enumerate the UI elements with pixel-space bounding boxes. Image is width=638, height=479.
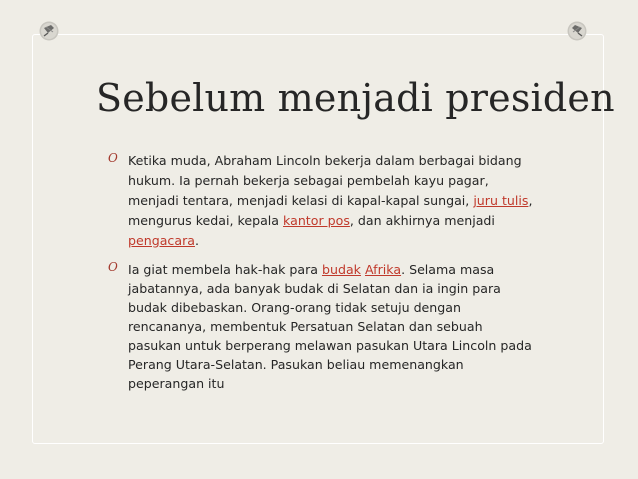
bullet-marker: O [108,151,118,165]
bullet-item [108,259,538,392]
bullet-text [128,262,532,391]
text-segment: , mengurus kedai, kepala [128,193,533,228]
link-pengacara[interactable]: pengacara [128,233,195,248]
text-segment: . Selama masa jabatannya, ada banyak budak di Selatan dan ia ingin para budak dibebaskan. Orang-orang tidak setuju dengan rencananya, membentuk Persatuan Selatan dan sebuah pasukan untuk berperang melawan pasukan Utara Lincoln pada Perang Utara-Selatan. Pasukan beliau memenangkan peperangan itu [128,262,532,391]
text-segment: Ia giat membela hak-hak para [128,262,322,277]
bullet-list [108,150,538,401]
bullet-text [128,153,532,248]
pushpin-icon [38,20,60,42]
text-segment: , dan akhirnya menjadi [349,213,495,228]
link-afrika[interactable]: Afrika [364,262,402,277]
link-kantor-pos[interactable]: kantor pos [283,213,350,228]
bullet-item [108,150,538,250]
link-budak[interactable]: budak [321,262,361,277]
slide-title: Sebelum menjadi presiden [96,76,615,120]
text-segment: . [194,233,199,248]
link-juru-tulis[interactable]: juru tulis [473,193,529,208]
pushpin-icon [566,20,588,42]
bullet-marker: O [108,260,118,274]
text-segment: Ketika muda, Abraham Lincoln bekerja dalam berbagai bidang hukum. Ia pernah bekerja sebagai pembelah kayu pagar, menjadi tentara, menjadi kelasi di kapal-kapal sungai, [128,153,522,208]
